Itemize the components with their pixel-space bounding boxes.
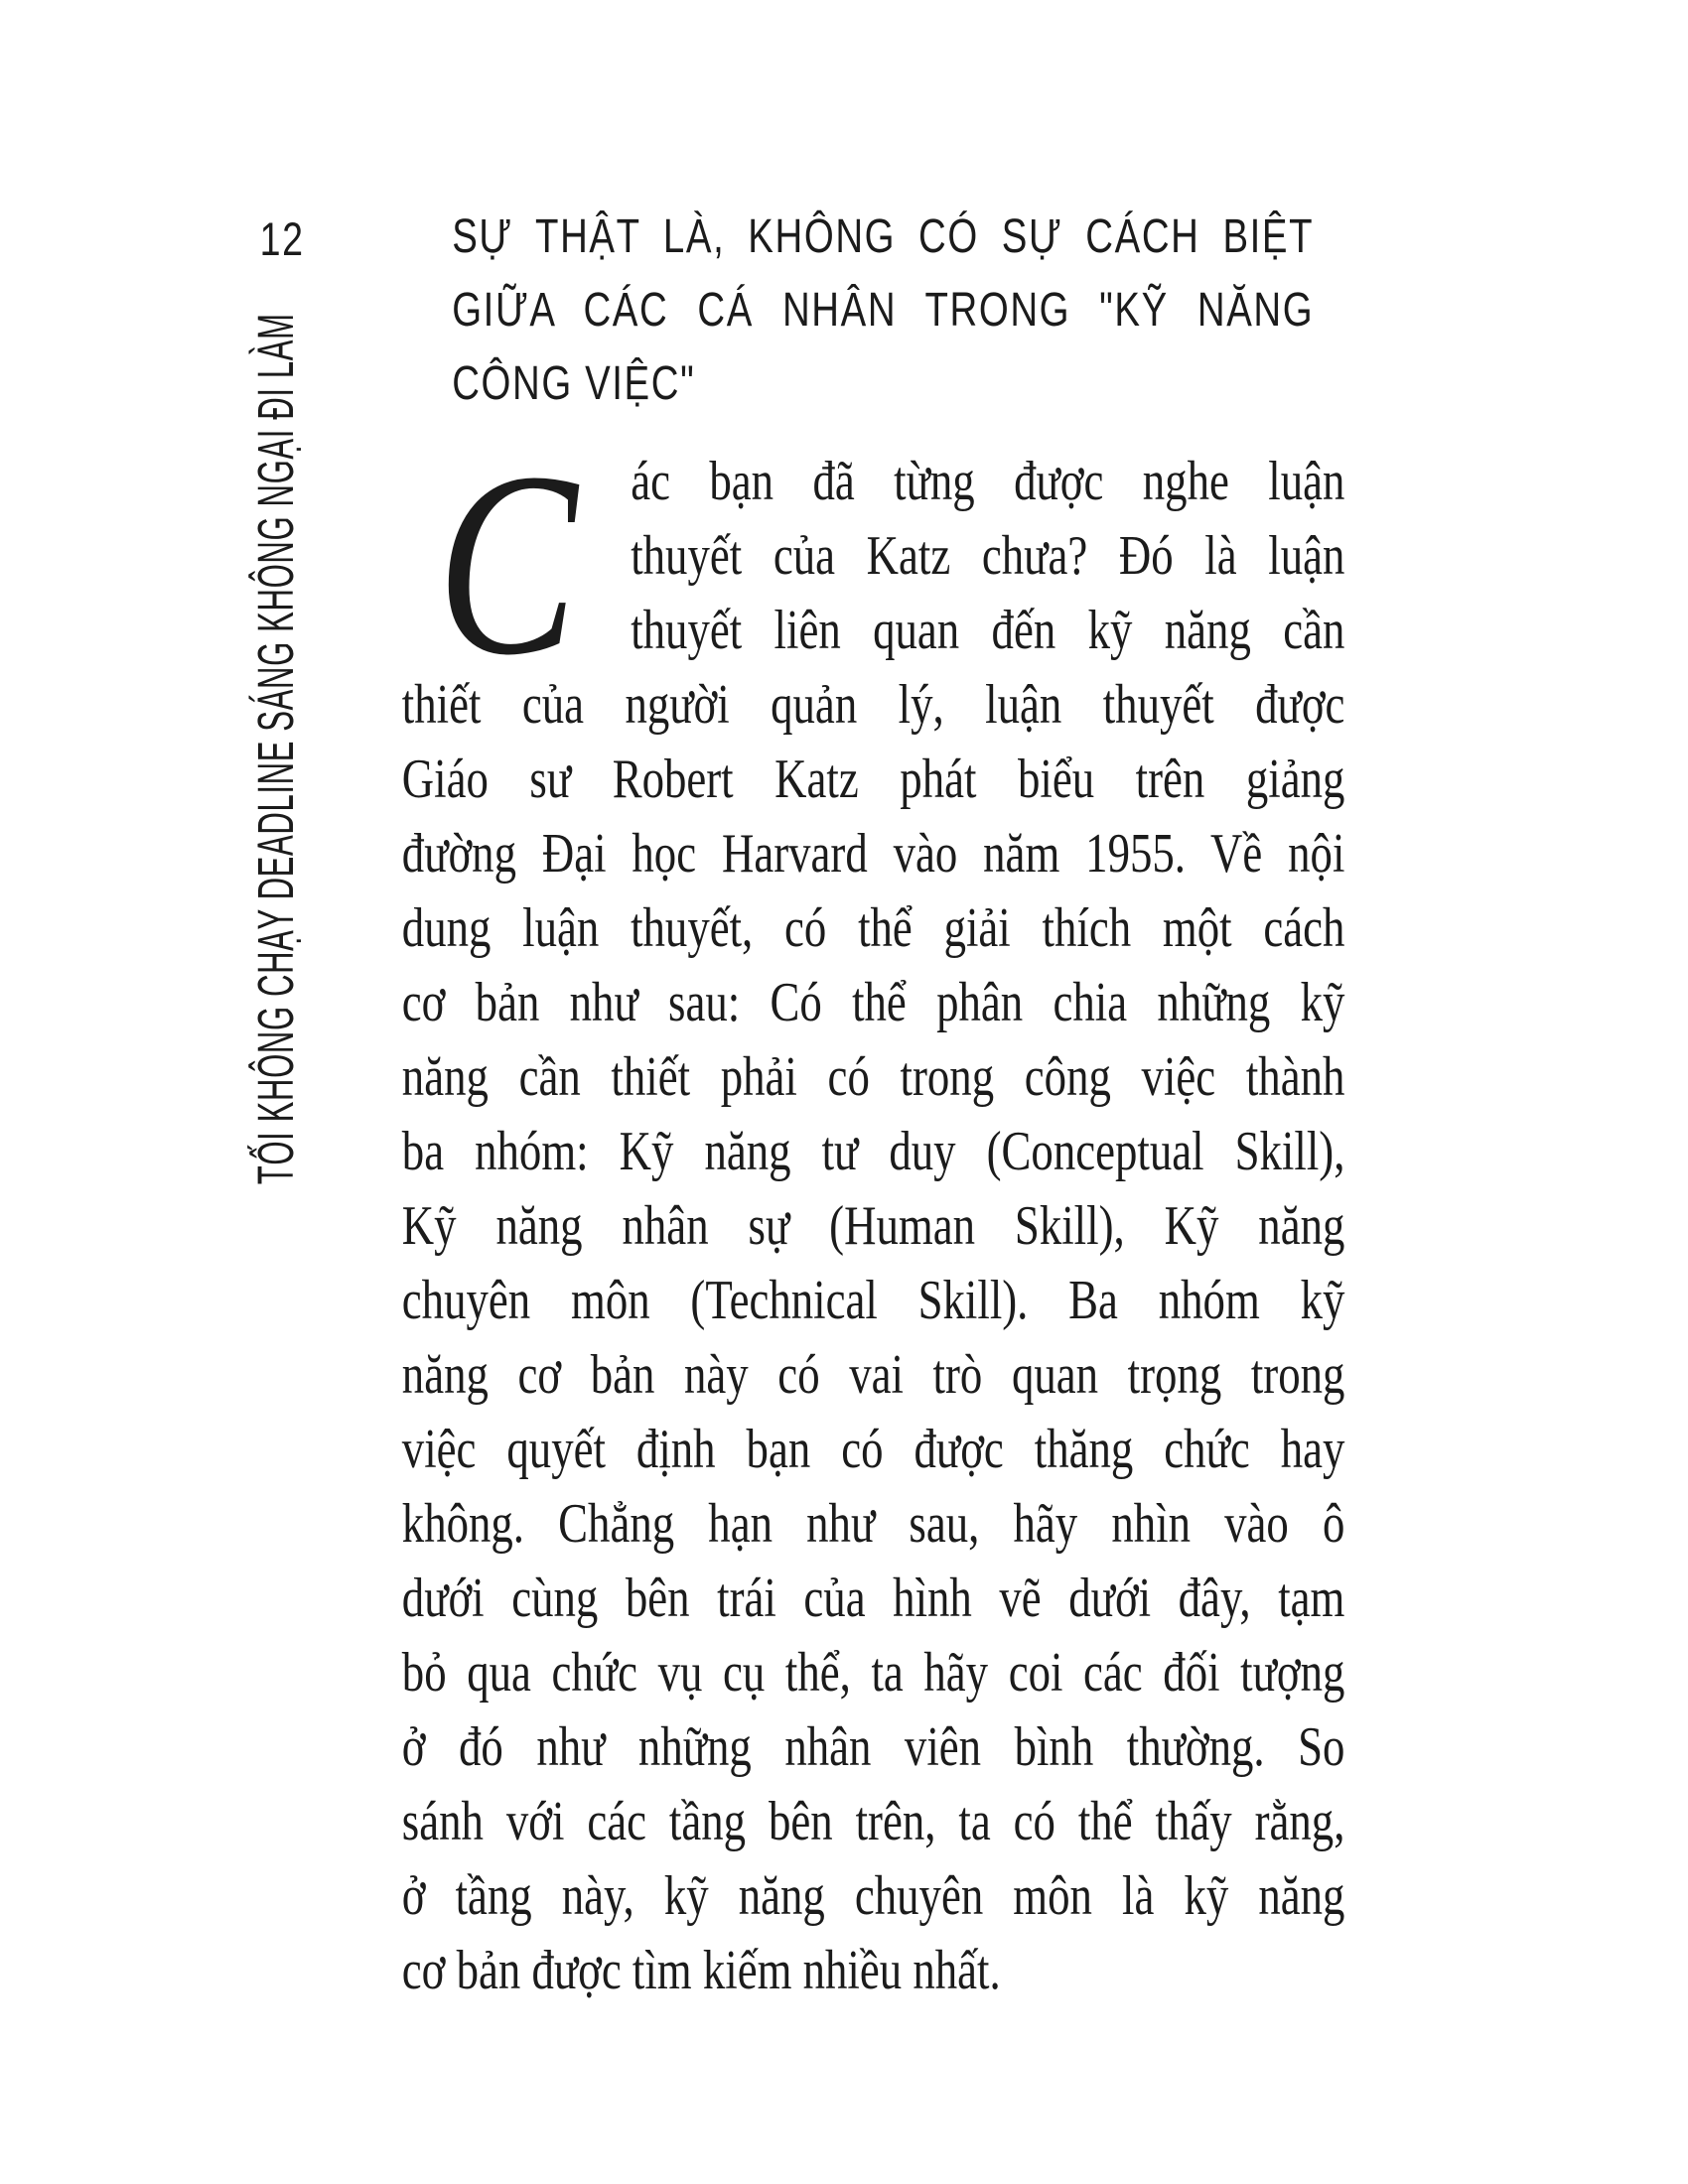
body-line: sánh với các tầng bên trên, ta có thể thấy rằng, bbox=[401, 1791, 1345, 1852]
body-line: bỏ qua chức vụ cụ thể, ta hãy coi các đối tượng bbox=[401, 1642, 1345, 1704]
side-book-title: TỐI KHÔNG CHẠY DEADLINE SÁNG KHÔNG NGẠI ĐI LÀM bbox=[247, 313, 304, 1185]
body-line: việc quyết định bạn có được thăng chức hay bbox=[401, 1419, 1345, 1480]
body-line: ở đó như những nhân viên bình thường. So bbox=[401, 1716, 1345, 1778]
body-line: thuyết liên quan đến kỹ năng cần bbox=[631, 600, 1345, 661]
body-line: đường Đại học Harvard vào năm 1955. Về nội bbox=[401, 823, 1345, 885]
body-line: năng cần thiết phải có trong công việc thành bbox=[401, 1046, 1345, 1108]
body-line: Kỹ năng nhân sự (Human Skill), Kỹ năng bbox=[401, 1195, 1345, 1257]
page-number: 12 bbox=[259, 212, 305, 265]
body-line: thiết của người quản lý, luận thuyết được bbox=[401, 674, 1345, 736]
body-text bbox=[401, 419, 1345, 2008]
body-line: cơ bản như sau: Có thể phân chia những kỹ bbox=[401, 972, 1345, 1033]
body-line: năng cơ bản này có vai trò quan trọng trong bbox=[401, 1344, 1345, 1406]
body-line: ở tầng này, kỹ năng chuyên môn là kỹ năng bbox=[401, 1865, 1345, 1927]
body-line: thuyết của Katz chưa? Đó là luận bbox=[631, 525, 1345, 587]
body-line: Giáo sư Robert Katz phát biểu trên giảng bbox=[401, 749, 1345, 810]
body-line: dung luận thuyết, có thể giải thích một cách bbox=[401, 897, 1345, 959]
heading-line: SỰ THẬT LÀ, KHÔNG CÓ SỰ CÁCH BIỆT bbox=[452, 210, 1315, 263]
body-line: cơ bản được tìm kiếm nhiều nhất. bbox=[401, 1940, 1001, 2001]
section-heading bbox=[452, 201, 1314, 421]
drop-cap: C bbox=[437, 419, 578, 710]
body-line: chuyên môn (Technical Skill). Ba nhóm kỹ bbox=[401, 1270, 1345, 1331]
body-line: ác bạn đã từng được nghe luận bbox=[631, 451, 1345, 512]
heading-line: GIỮA CÁC CÁ NHÂN TRONG "KỸ NĂNG bbox=[452, 284, 1315, 337]
heading-line: CÔNG VIỆC" bbox=[452, 357, 696, 410]
body-line: dưới cùng bên trái của hình vẽ dưới đây, tạm bbox=[401, 1568, 1345, 1629]
body-line: không. Chẳng hạn như sau, hãy nhìn vào ô bbox=[401, 1493, 1345, 1555]
body-line: ba nhóm: Kỹ năng tư duy (Conceptual Skill), bbox=[401, 1121, 1345, 1182]
